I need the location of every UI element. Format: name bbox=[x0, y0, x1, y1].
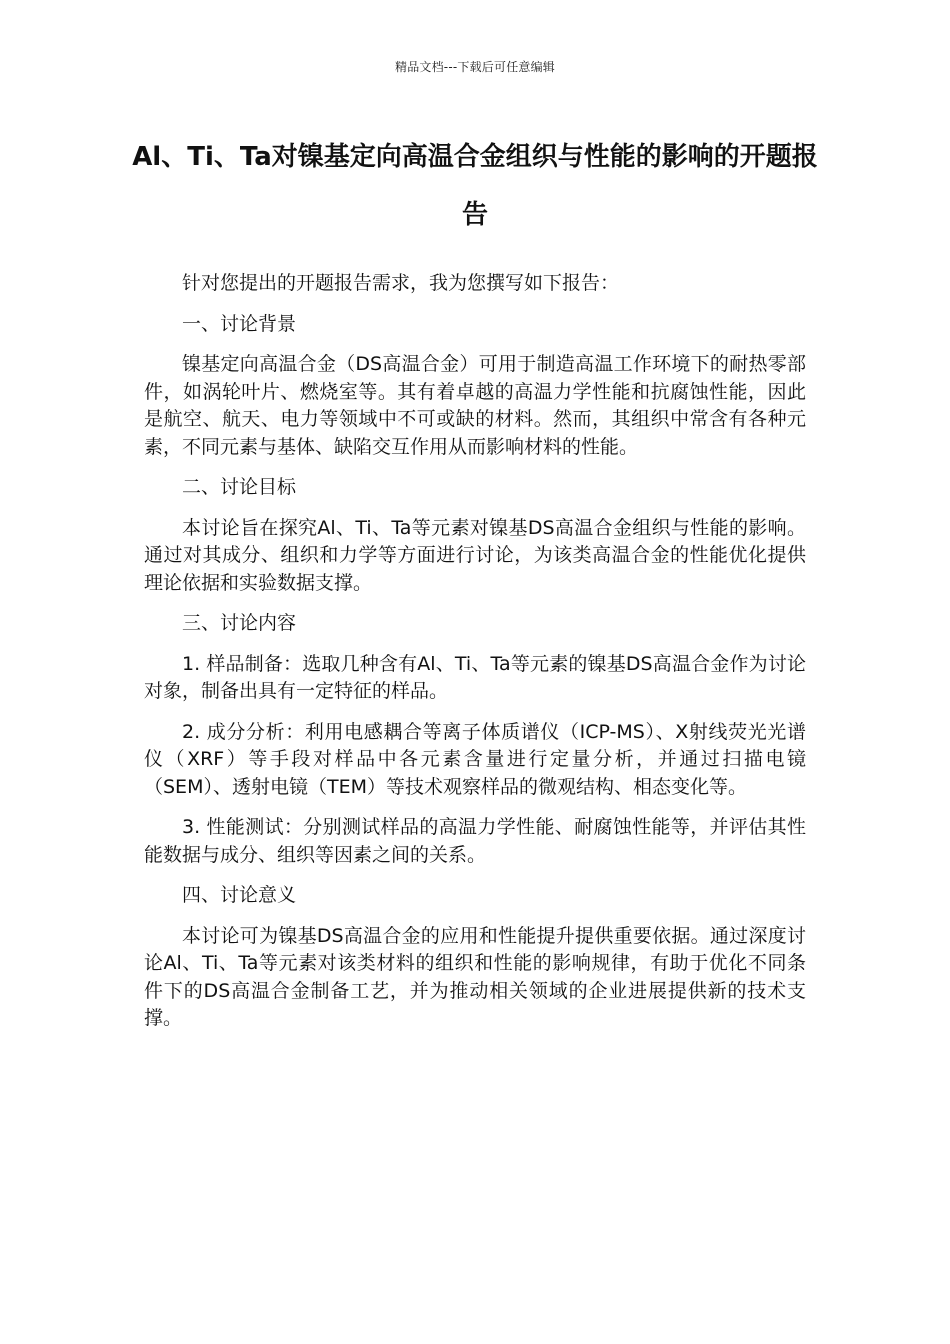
section-heading-objective: 二、讨论目标 bbox=[182, 476, 297, 498]
document-body bbox=[144, 270, 806, 1046]
section-heading-background: 一、讨论背景 bbox=[182, 312, 297, 335]
content-item-performance-testing: 3. 性能测试：分别测试样品的高温力学性能、耐腐蚀性能等，并评估其性能数据与成分、组织等因素之间的关系。 bbox=[144, 816, 806, 866]
background-paragraph: 镍基定向高温合金（DS高温合金）可用于制造高温工作环境下的耐热零部件，如涡轮叶片、燃烧室等。其有着卓越的高温力学性能和抗腐蚀性能，因此是航空、航天、电力等领域中不可或缺的材料。然而，其组织中常含有各种元素，不同元素与基体、缺陷交互作用从而影响材料的性能。 bbox=[144, 353, 806, 458]
content-item-sample-preparation: 1. 样品制备：选取几种含有Al、Ti、Ta等元素的镍基DS高温合金作为讨论对象，制备出具有一定特征的样品。 bbox=[144, 652, 806, 702]
section-heading-significance: 四、讨论意义 bbox=[182, 884, 297, 906]
objective-paragraph: 本讨论旨在探究Al、Ti、Ta等元素对镍基DS高温合金组织与性能的影响。通过对其成分、组织和力学等方面进行讨论，为该类高温合金的性能优化提供理论依据和实验数据支撑。 bbox=[144, 516, 806, 594]
content-item-composition-analysis: 2. 成分分析：利用电感耦合等离子体质谱仪（ICP-MS）、X射线荧光光谱仪（XRF）等手段对样品中各元素含量进行定量分析，并通过扫描电镜（SEM）、透射电镜（TEM）等技术观察样品的微观结构、相态变化等。 bbox=[144, 720, 806, 798]
intro-paragraph: 针对您提出的开题报告需求，我为您撰写如下报告： bbox=[182, 272, 620, 294]
significance-paragraph: 本讨论可为镍基DS高温合金的应用和性能提升提供重要依据。通过深度讨论Al、Ti、Ta等元素对该类材料的组织和性能的影响规律，有助于优化不同条件下的DS高温合金制备工艺，并为推动相关领域的企业进展提供新的技术支撑。 bbox=[144, 924, 806, 1029]
document-title: Al、Ti、Ta对镍基定向高温合金组织与性能的影响的开题报告 bbox=[132, 142, 818, 230]
section-heading-content: 三、讨论内容 bbox=[182, 612, 297, 634]
page-header: 精品文档---下载后可任意编辑 bbox=[395, 60, 555, 74]
